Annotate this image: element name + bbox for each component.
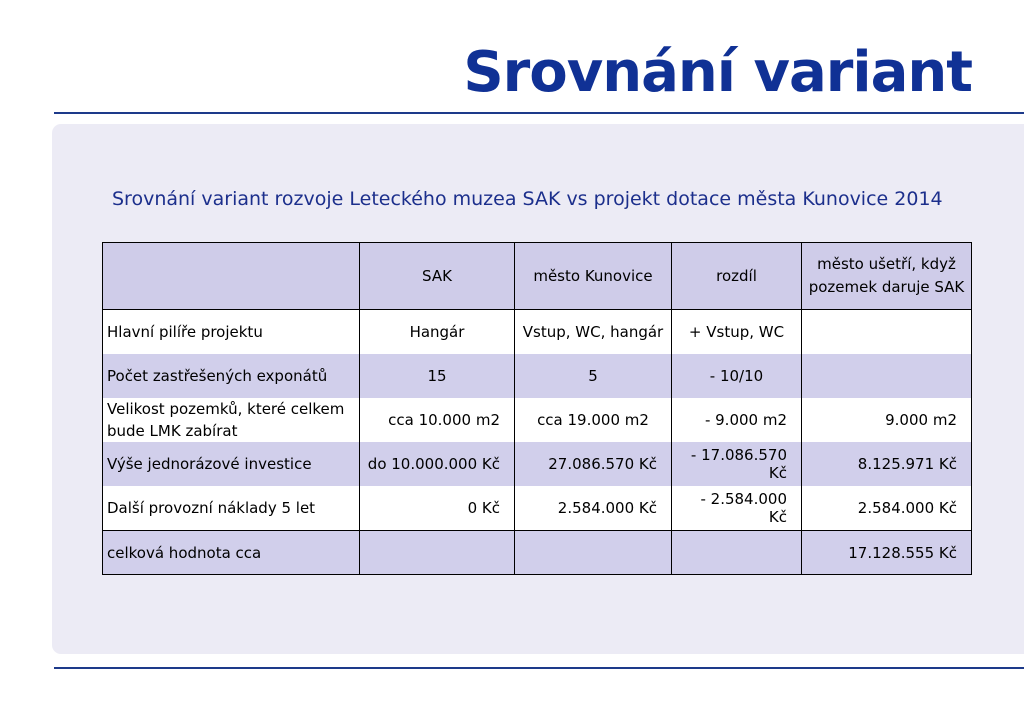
table-title: Srovnání variant rozvoje Leteckého muzea SAK vs projekt dotace města Kunovice 2014 bbox=[112, 188, 943, 210]
table-row bbox=[103, 310, 972, 355]
cell-rozdil: - 2.584.000 Kč bbox=[672, 486, 802, 531]
row-label: Další provozní náklady 5 let bbox=[103, 486, 360, 531]
row-label: Počet zastřešených exponátů bbox=[103, 354, 360, 398]
cell-kunovice: 27.086.570 Kč bbox=[515, 442, 672, 486]
cell-rozdil: + Vstup, WC bbox=[672, 310, 802, 355]
cell-rozdil: - 17.086.570 Kč bbox=[672, 442, 802, 486]
header-sak: SAK bbox=[360, 243, 515, 310]
cell-sak: cca 10.000 m2 bbox=[360, 398, 515, 442]
slide-title: Srovnání variant bbox=[463, 40, 972, 105]
table-row bbox=[103, 354, 972, 398]
cell-kunovice: cca 19.000 m2 bbox=[515, 398, 672, 442]
header-usetri: město ušetří, když pozemek daruje SAK bbox=[802, 243, 972, 310]
total-kunovice bbox=[515, 531, 672, 575]
cell-usetri: 2.584.000 Kč bbox=[802, 486, 972, 531]
header-empty bbox=[103, 243, 360, 310]
cell-kunovice: Vstup, WC, hangár bbox=[515, 310, 672, 355]
cell-usetri: 8.125.971 Kč bbox=[802, 442, 972, 486]
cell-sak: 15 bbox=[360, 354, 515, 398]
table-row bbox=[103, 442, 972, 486]
comparison-table bbox=[102, 242, 972, 575]
table-row bbox=[103, 486, 972, 531]
cell-usetri: 9.000 m2 bbox=[802, 398, 972, 442]
cell-rozdil: - 10/10 bbox=[672, 354, 802, 398]
row-label: Výše jednorázové investice bbox=[103, 442, 360, 486]
top-divider bbox=[54, 112, 1024, 114]
cell-kunovice: 2.584.000 Kč bbox=[515, 486, 672, 531]
total-sak bbox=[360, 531, 515, 575]
cell-sak: do 10.000.000 Kč bbox=[360, 442, 515, 486]
total-usetri: 17.128.555 Kč bbox=[802, 531, 972, 575]
content-panel bbox=[52, 124, 1024, 654]
total-rozdil bbox=[672, 531, 802, 575]
cell-rozdil: - 9.000 m2 bbox=[672, 398, 802, 442]
row-label: Velikost pozemků, které celkem bude LMK zabírat bbox=[103, 398, 360, 442]
bottom-divider bbox=[54, 667, 1024, 669]
cell-sak: 0 Kč bbox=[360, 486, 515, 531]
table-row bbox=[103, 398, 972, 442]
row-label: Hlavní pilíře projektu bbox=[103, 310, 360, 355]
total-label: celková hodnota cca bbox=[103, 531, 360, 575]
header-rozdil: rozdíl bbox=[672, 243, 802, 310]
cell-usetri bbox=[802, 310, 972, 355]
cell-usetri bbox=[802, 354, 972, 398]
cell-kunovice: 5 bbox=[515, 354, 672, 398]
cell-sak: Hangár bbox=[360, 310, 515, 355]
table-header-row bbox=[103, 243, 972, 310]
table-total-row bbox=[103, 531, 972, 575]
header-kunovice: město Kunovice bbox=[515, 243, 672, 310]
